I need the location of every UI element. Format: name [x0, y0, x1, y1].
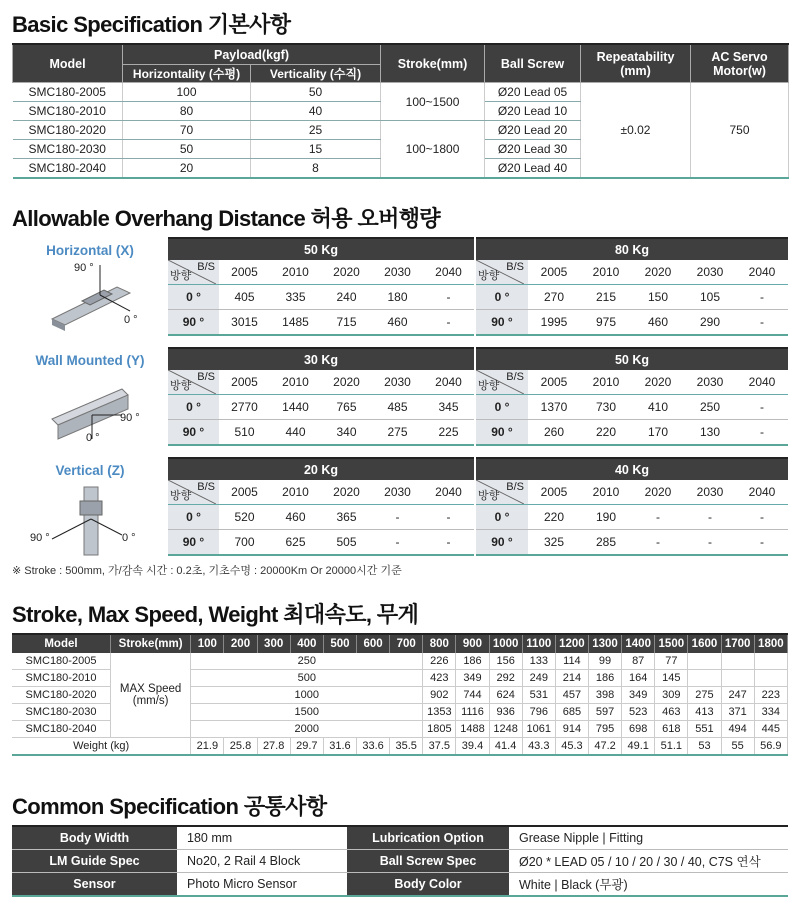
speed-row: SMC180-2010 500 423 349 292 249 214 186 164 145 — [12, 670, 788, 687]
common-title: Common Specification 공통사항 — [12, 794, 327, 819]
overhang-label: Vertical (Z) — [55, 463, 125, 478]
common-row: Body Width 180 mm Lubrication Option Grease Nipple | Fitting — [12, 826, 788, 850]
load-caption: 30 Kg — [168, 348, 474, 370]
basic-spec-table — [12, 43, 789, 179]
overhang-title: Allowable Overhang Distance 허용 오버행량 — [12, 206, 441, 231]
model-cell: SMC180-2030 — [13, 140, 123, 159]
overhang-note: ※ Stroke : 500mm, 가/감속 시간 : 0.2초, 기초수명 : 20000Km Or 20000시간 기준 — [12, 565, 402, 577]
overhang-wall — [12, 347, 788, 443]
speed-title: Stroke, Max Speed, Weight 최대속도, 무게 — [12, 602, 419, 627]
ballscrew-cell: Ø20 Lead 10 — [485, 102, 581, 121]
speed-row: SMC180-2005 MAX Speed (mm/s) 250 226 186 156 133 114 99 87 77 — [12, 653, 788, 670]
stroke-cell: 100~1500 — [381, 83, 485, 121]
payload-v-cell: 8 — [251, 159, 381, 179]
spec-row — [13, 83, 789, 102]
speed-row: SMC180-2030 1500 1353 1116 936 796 685 597 523 463 413 371 334 — [12, 704, 788, 721]
motor-cell: 750 — [691, 83, 789, 179]
speed-table — [12, 633, 788, 756]
col-verticality: Verticality (수직) — [251, 65, 381, 83]
ballscrew-cell: Ø20 Lead 05 — [485, 83, 581, 102]
speed-row: SMC180-2040 2000 1805 1488 1248 1061 914 795 698 618 551 494 445 — [12, 721, 788, 738]
load-caption: 40 Kg — [476, 458, 788, 480]
svg-text:0 °: 0 ° — [86, 432, 100, 443]
overhang-horizontal — [12, 237, 788, 333]
ballscrew-cell: Ø20 Lead 40 — [485, 159, 581, 179]
horizontal-actuator-icon — [12, 259, 168, 333]
stroke-cell: 100~1800 — [381, 121, 485, 179]
common-row: LM Guide Spec No20, 2 Rail 4 Block Ball Screw Spec Ø20 * LEAD 05 / 10 / 20 / 30 / 40, C7S 연삭 — [12, 850, 788, 873]
overhang-label: Wall Mounted (Y) — [35, 353, 145, 368]
overhang-table: 50 Kg B/S 방향 2005 2010 2020 2030 2040 0 ° 1370 730 410 250 - 90 ° 260 220 170 130 - — [476, 347, 788, 446]
overhang-label: Horizontal (X) — [46, 243, 134, 258]
speed-row: SMC180-2020 1000 902 744 624 531 457 398 349 309 275 247 223 — [12, 687, 788, 704]
overhang-table: 50 Kg B/S 방향 2005 2010 2020 2030 2040 0 ° 405 335 240 180 - 90 ° 3015 1485 715 460 - — [168, 237, 474, 336]
payload-h-cell: 50 — [123, 140, 251, 159]
svg-text:90 °: 90 ° — [74, 262, 94, 274]
bs-dir-header: B/S 방향 — [476, 260, 528, 285]
common-spec-table — [12, 825, 788, 897]
load-caption: 50 Kg — [476, 348, 788, 370]
ballscrew-cell: Ø20 Lead 20 — [485, 121, 581, 140]
col-horizontality: Horizontality (수평) — [123, 65, 251, 83]
overhang-vertical — [12, 457, 788, 557]
svg-text:0 °: 0 ° — [122, 532, 136, 544]
load-caption: 20 Kg — [168, 458, 474, 480]
payload-h-cell: 100 — [123, 83, 251, 102]
payload-v-cell: 15 — [251, 140, 381, 159]
vertical-actuator-icon — [12, 479, 168, 557]
overhang-table: 20 Kg B/S 방향 2005 2010 2020 2030 2040 0 ° 520 460 365 - - 90 ° 700 625 505 - - — [168, 457, 474, 556]
load-caption: 80 Kg — [476, 238, 788, 260]
overhang-table: 30 Kg B/S 방향 2005 2010 2020 2030 2040 0 ° 2770 1440 765 485 345 90 ° 510 440 340 275 225 — [168, 347, 474, 446]
payload-v-cell: 50 — [251, 83, 381, 102]
model-cell: SMC180-2010 — [13, 102, 123, 121]
weight-row: Weight (kg) 21.9 25.8 27.8 29.7 31.6 33.6 35.5 37.5 39.4 41.4 43.3 45.3 47.2 49.1 51.1 53 55 56.9 — [12, 738, 788, 756]
overhang-table: 40 Kg B/S 방향 2005 2010 2020 2030 2040 0 ° 220 190 - - - 90 ° 325 285 - - - — [476, 457, 788, 556]
bs-dir-header: B/S 방향 — [168, 260, 219, 285]
basic-spec-title: Basic Specification 기본사항 — [12, 12, 291, 37]
svg-text:90 °: 90 ° — [120, 412, 140, 424]
bs-dir-header: B/S 방향 — [168, 480, 219, 505]
payload-v-cell: 25 — [251, 121, 381, 140]
overhang-table: 80 Kg B/S 방향 2005 2010 2020 2030 2040 0 ° 270 215 150 105 - 90 ° 1995 975 460 290 - — [476, 237, 788, 336]
col-model: Model — [12, 634, 110, 653]
model-cell: SMC180-2040 — [13, 159, 123, 179]
col-model: Model — [13, 44, 123, 83]
payload-v-cell: 40 — [251, 102, 381, 121]
bs-dir-header: B/S 방향 — [476, 480, 528, 505]
common-row: Sensor Photo Micro Sensor Body Color White | Black (무광) — [12, 873, 788, 897]
speed-header-row: Model Stroke(mm) 100 200 300 400 500 600 700 800 900 1000 1100 1200 1300 1400 1500 1600 1700 1800 — [12, 634, 788, 653]
bs-dir-header: B/S 방향 — [168, 370, 219, 395]
col-ballscrew: Ball Screw — [485, 44, 581, 83]
col-stroke: Stroke(mm) — [381, 44, 485, 83]
max-speed-label: MAX Speed (mm/s) — [110, 653, 190, 738]
model-cell: SMC180-2020 — [13, 121, 123, 140]
col-payload: Payload(kgf) — [123, 44, 381, 65]
svg-text:0 °: 0 ° — [124, 314, 138, 326]
col-stroke: Stroke(mm) — [110, 634, 190, 653]
col-repeatability: Repeatability (mm) — [581, 44, 691, 83]
wall-actuator-icon — [12, 369, 168, 443]
bs-dir-header: B/S 방향 — [476, 370, 528, 395]
payload-h-cell: 20 — [123, 159, 251, 179]
payload-h-cell: 70 — [123, 121, 251, 140]
weight-label: Weight (kg) — [12, 738, 191, 756]
payload-h-cell: 80 — [123, 102, 251, 121]
col-servo: AC Servo Motor(w) — [691, 44, 789, 83]
ballscrew-cell: Ø20 Lead 30 — [485, 140, 581, 159]
load-caption: 50 Kg — [168, 238, 474, 260]
model-cell: SMC180-2005 — [13, 83, 123, 102]
svg-text:90 °: 90 ° — [30, 532, 50, 544]
repeatability-cell: ±0.02 — [581, 83, 691, 179]
